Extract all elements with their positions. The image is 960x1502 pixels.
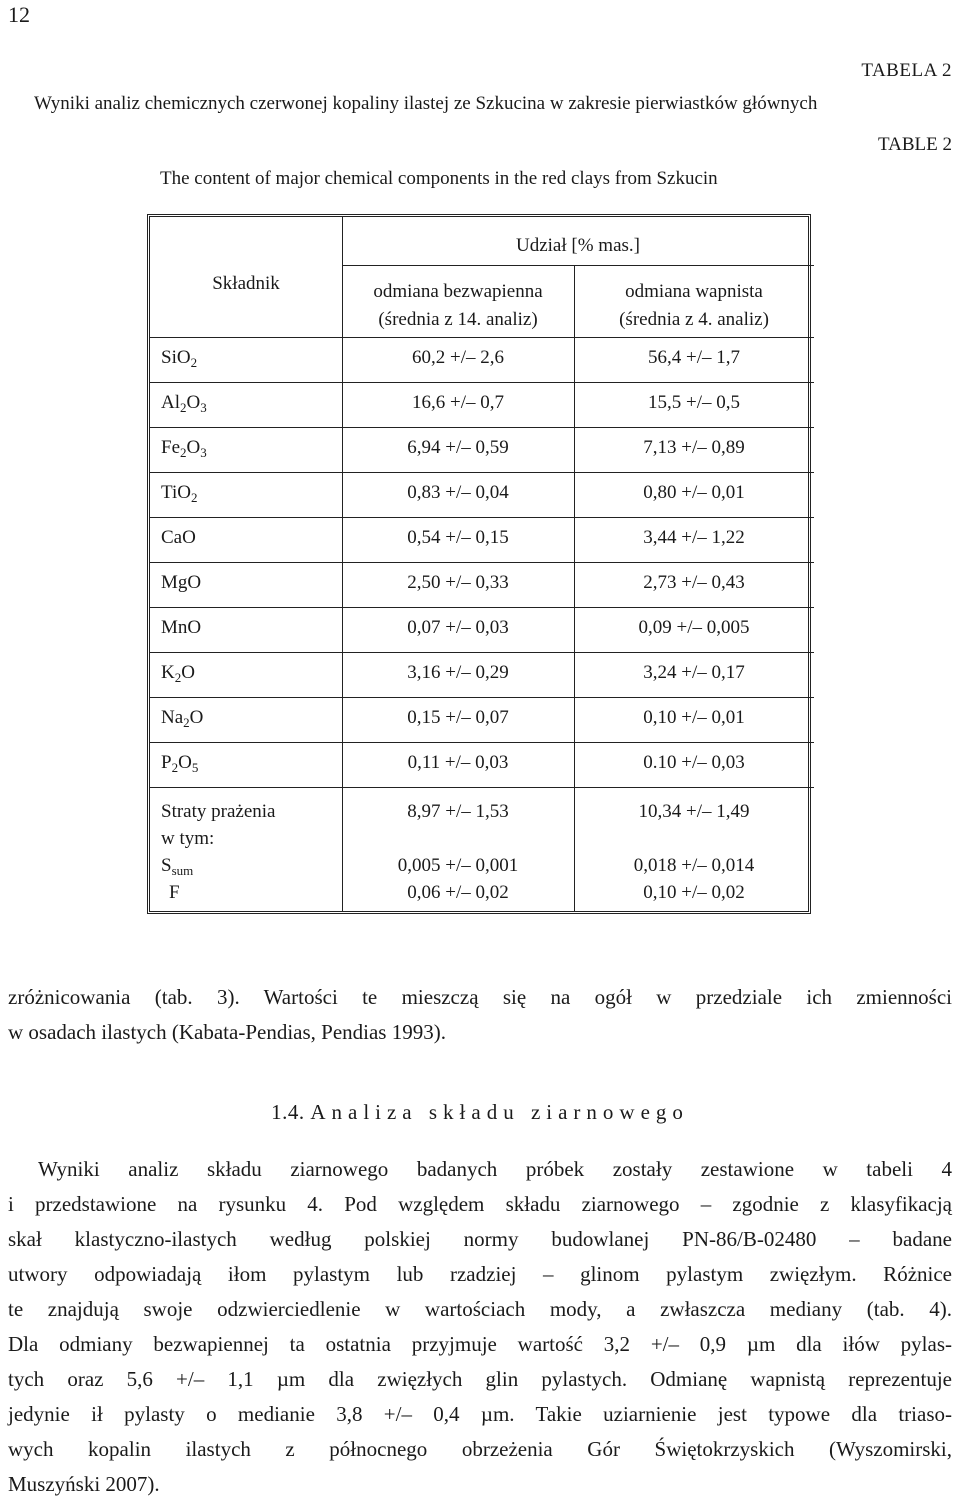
value-col1: 16,6 +/– 0,7 <box>412 392 504 413</box>
value-col2: 0.10 +/– 0,03 <box>643 752 745 773</box>
header-col2-line1: odmiana wapnista <box>625 281 763 302</box>
paragraph-line: tych oraz 5,6 +/– 1,1 µm dla zwięzłych glin pylastych. Odmianę wapnistą reprezentuje <box>8 1367 952 1391</box>
loss-including-label: w tym: <box>161 828 215 849</box>
component-name: $Fe_2O_3$ <box>161 437 207 460</box>
paragraph-line: wych kopalin ilastych z północnego obrzeżenia Gór Świętokrzyskich (Wyszomirski, <box>8 1437 952 1461</box>
table-row-line <box>150 697 814 698</box>
table-label-pl: TABELA 2 <box>861 60 952 81</box>
value-col2: 2,73 +/– 0,43 <box>643 572 745 593</box>
paragraph-line: utwory odpowiadają iłom pylastym lub rzadziej – glinom pylastym zwięzłym. Różnice <box>8 1262 952 1286</box>
paragraph-intro <box>8 980 952 1050</box>
value-col1: 6,94 +/– 0,59 <box>407 437 509 458</box>
paragraph-line: Wyniki analiz składu ziarnowego badanych próbek zostały zestawione w tabeli 4 <box>38 1157 952 1181</box>
f-value-col1: 0,06 +/– 0,02 <box>407 882 509 903</box>
value-col1: 2,50 +/– 0,33 <box>407 572 509 593</box>
table-label-en: TABLE 2 <box>878 134 952 155</box>
f-label: F <box>169 882 180 903</box>
component-name: $Na_2O$ <box>161 707 204 730</box>
value-col1: 3,16 +/– 0,29 <box>407 662 509 683</box>
value-col2: 0,09 +/– 0,005 <box>638 617 750 638</box>
s-sum-value-col1: 0,005 +/– 0,001 <box>397 855 519 876</box>
header-component: Składnik <box>212 273 280 294</box>
table-row-line <box>150 472 814 473</box>
value-col1: 0,54 +/– 0,15 <box>407 527 509 548</box>
loss-value-col1: 8,97 +/– 1,53 <box>407 801 509 822</box>
table-row-line <box>150 787 814 788</box>
header-col1-line2: (średnia z 14. analiz) <box>378 309 538 330</box>
value-col2: 7,13 +/– 0,89 <box>643 437 745 458</box>
component-name: SiO$_2$ <box>161 347 198 370</box>
value-col2: 0,10 +/– 0,01 <box>643 707 745 728</box>
paragraph-line: te znajdują swoje odzwierciedlenie w wartościach mody, a zwłaszcza mediany (tab. 4). <box>8 1297 952 1321</box>
f-value-col2: 0,10 +/– 0,02 <box>643 882 745 903</box>
paragraph-line: i przedstawione na rysunku 4. Pod względem składu ziarnowego – zgodnie z klasyfikacją <box>8 1192 952 1216</box>
table-divider-body <box>150 337 814 338</box>
table-title-pl: Wyniki analiz chemicznych czerwonej kopaliny ilastej ze Szkucina w zakresie pierwiastków głównych <box>34 93 818 114</box>
table-row-line <box>150 607 814 608</box>
s-sum-label: $S_{sum}$ <box>161 855 194 878</box>
section-number: 1.4. <box>271 1100 305 1124</box>
component-name: MgO <box>161 572 202 593</box>
paragraph-line: jedynie ił pylasty o medianie 3,8 +/– 0,4 µm. Takie uziarnienie jest typowe dla triaso- <box>8 1402 952 1426</box>
component-name: CaO <box>161 527 196 548</box>
value-col1: 0,15 +/– 0,07 <box>407 707 509 728</box>
component-name: $P_2O_5$ <box>161 752 199 775</box>
paragraph-line: Dla odmiany bezwapiennej ta ostatnia przyjmuje wartość 3,2 +/– 0,9 µm dla iłów pylas- <box>8 1332 952 1356</box>
paragraph-line: zróżnicowania (tab. 3). Wartości te mieszczą się na ogół w przedziale ich zmienności <box>8 985 952 1009</box>
table-title-en: The content of major chemical components in the red clays from Szkucin <box>160 168 718 189</box>
paragraph-line: skał klastyczno-ilastych według polskiej normy budowlanej PN-86/B-02480 – badane <box>8 1227 952 1251</box>
table-divider-header <box>342 265 814 266</box>
header-col2-line2: (średnia z 4. analiz) <box>619 309 769 330</box>
chemical-table <box>147 214 811 914</box>
component-name: MnO <box>161 617 202 638</box>
table-row-line <box>150 742 814 743</box>
table-row-line <box>150 562 814 563</box>
value-col2: 3,44 +/– 1,22 <box>643 527 745 548</box>
component-name: $Al_2O_3$ <box>161 392 207 415</box>
section-heading <box>0 1100 960 1125</box>
component-name: TiO$_2$ <box>161 482 198 505</box>
loss-value-col2: 10,34 +/– 1,49 <box>638 801 750 822</box>
value-col2: 15,5 +/– 0,5 <box>648 392 740 413</box>
value-col1: 0,11 +/– 0,03 <box>407 752 509 773</box>
value-col2: 3,24 +/– 0,17 <box>643 662 745 683</box>
value-col1: 0,07 +/– 0,03 <box>407 617 509 638</box>
table-row-line <box>150 652 814 653</box>
table-row-line <box>150 427 814 428</box>
header-col1-line1: odmiana bezwapienna <box>373 281 543 302</box>
paragraph-line: w osadach ilastych (Kabata-Pendias, Pendias 1993). <box>8 1020 446 1044</box>
value-col1: 60,2 +/– 2,6 <box>412 347 504 368</box>
header-share: Udział [% mas.] <box>516 235 640 256</box>
table-row-line <box>150 517 814 518</box>
paragraph-line: Muszyński 2007). <box>8 1472 160 1496</box>
value-col2: 0,80 +/– 0,01 <box>643 482 745 503</box>
s-sum-value-col2: 0,018 +/– 0,014 <box>633 855 755 876</box>
loss-label: Straty prażenia <box>161 801 276 822</box>
section-title: Analiza składu ziarnowego <box>310 1100 689 1124</box>
page-number: 12 <box>8 2 30 27</box>
value-col1: 0,83 +/– 0,04 <box>407 482 509 503</box>
value-col2: 56,4 +/– 1,7 <box>648 347 740 368</box>
component-name: $K_2O$ <box>161 662 195 685</box>
table-row-line <box>150 382 814 383</box>
paragraph-grain-size <box>8 1152 952 1502</box>
